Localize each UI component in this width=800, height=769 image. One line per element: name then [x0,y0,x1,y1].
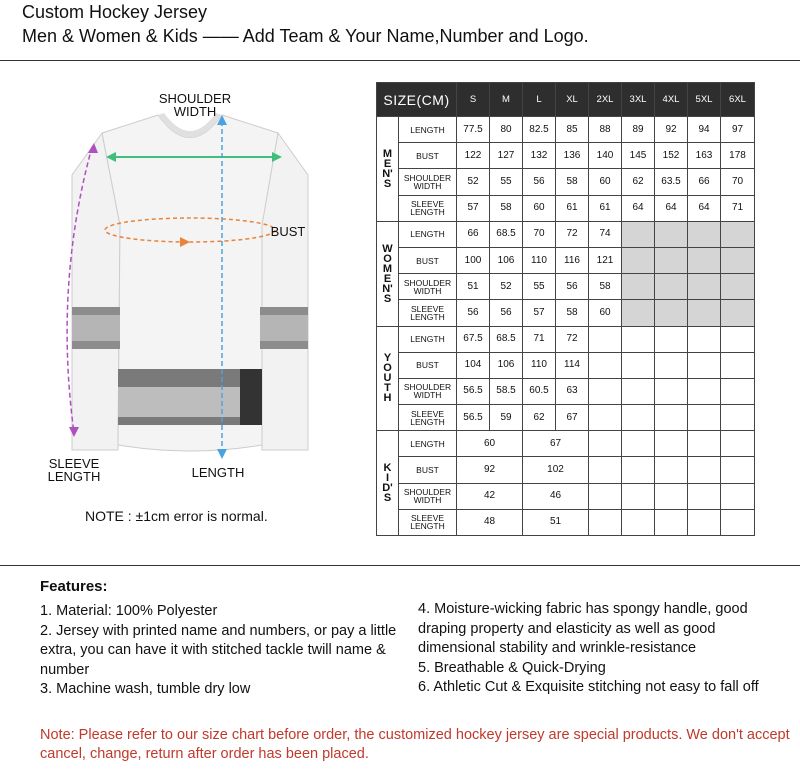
top-divider [0,60,800,61]
table-row [377,300,755,326]
measurement-label: BUST [399,247,457,273]
measurement-label: BUST [399,457,457,483]
jersey-diagram [40,85,360,545]
page-title: Custom Hockey Jersey [22,2,208,22]
empty-cell [655,431,688,457]
value-cell: 63 [556,378,589,404]
value-cell: 106 [490,352,523,378]
value-cell: 88 [589,117,622,143]
value-cell: 60 [457,431,523,457]
value-cell: 92 [655,117,688,143]
table-row [377,457,755,483]
empty-cell [721,352,755,378]
features-right-list [418,600,788,698]
empty-cell [655,326,688,352]
empty-cell [622,274,655,300]
empty-cell [589,509,622,535]
empty-cell [589,457,622,483]
value-cell: 70 [721,169,755,195]
group-label [377,117,399,222]
empty-cell [655,300,688,326]
size-col-header: 4XL [655,83,688,117]
value-cell: 116 [556,247,589,273]
table-row [377,352,755,378]
group-letter: E [383,157,392,170]
empty-cell [655,352,688,378]
value-cell: 72 [556,326,589,352]
measurement-label: BUST [399,143,457,169]
value-cell: 66 [457,221,490,247]
group-letter: S [383,177,392,190]
empty-cell [721,221,755,247]
value-cell: 42 [457,483,523,509]
value-cell: 48 [457,509,523,535]
value-cell: 64 [688,195,721,221]
measurement-label: SHOULDER WIDTH [399,378,457,404]
shoulder-width-label: SHOULDER WIDTH [158,91,232,119]
value-cell: 56 [523,169,556,195]
empty-cell [688,483,721,509]
group-letter: E [383,272,392,285]
value-cell: 60 [589,300,622,326]
bust-label: BUST [270,224,306,239]
value-cell: 92 [457,457,523,483]
value-cell: 56 [490,300,523,326]
value-cell: 51 [457,274,490,300]
measurement-label: LENGTH [399,431,457,457]
value-cell: 64 [622,195,655,221]
value-cell: 102 [523,457,589,483]
empty-cell [589,483,622,509]
empty-cell [721,378,755,404]
group-letter: S [383,292,392,305]
value-cell: 140 [589,143,622,169]
value-cell: 60 [589,169,622,195]
value-cell: 57 [523,300,556,326]
value-cell: 64 [655,195,688,221]
value-cell: 70 [523,221,556,247]
sleeve-length-label: SLEEVE LENGTH [47,456,101,484]
value-cell: 71 [523,326,556,352]
empty-cell [721,274,755,300]
feature-item: 4. Moisture-wicking fabric has spongy handle, good draping property and elasticity as well as good dimensional stability and wrinkle-resistance [418,601,748,656]
value-cell: 122 [457,143,490,169]
empty-cell [688,221,721,247]
value-cell: 67 [523,431,589,457]
feature-item: 1. Material: 100% Polyester [40,603,218,619]
value-cell: 94 [688,117,721,143]
value-cell: 51 [523,509,589,535]
value-cell: 110 [523,352,556,378]
value-cell: 56.5 [457,378,490,404]
group-letter: H [383,392,392,405]
group-label [377,431,399,536]
table-row [377,195,755,221]
value-cell: 80 [490,117,523,143]
empty-cell [655,378,688,404]
empty-cell [688,378,721,404]
empty-cell [688,326,721,352]
empty-cell [622,509,655,535]
value-cell: 62 [523,405,556,431]
empty-cell [688,274,721,300]
empty-cell [589,405,622,431]
value-cell: 61 [556,195,589,221]
value-cell: 63.5 [655,169,688,195]
value-cell: 121 [589,247,622,273]
value-cell: 57 [457,195,490,221]
empty-cell [589,326,622,352]
empty-cell [721,457,755,483]
value-cell: 152 [655,143,688,169]
table-row [377,405,755,431]
empty-cell [655,221,688,247]
empty-cell [721,300,755,326]
value-cell: 110 [523,247,556,273]
features-left-list [40,602,410,700]
value-cell: 85 [556,117,589,143]
size-col-header: XL [556,83,589,117]
measurement-label: SLEEVE LENGTH [399,300,457,326]
empty-cell [622,378,655,404]
value-cell: 58 [589,274,622,300]
table-row [377,143,755,169]
empty-cell [622,405,655,431]
group-letter: W [382,242,393,255]
value-cell: 127 [490,143,523,169]
empty-cell [655,457,688,483]
group-letter: M [382,262,393,275]
feature-item: 3. Machine wash, tumble dry low [40,681,251,697]
order-warning: Note: Please refer to our size chart before order, the customized hockey jersey are special products. We don't accept cancel, change, return after order has been placed. [40,727,790,762]
value-cell: 89 [622,117,655,143]
value-cell: 163 [688,143,721,169]
size-header-row [377,83,755,117]
measurement-label: LENGTH [399,326,457,352]
group-letter: D' [382,482,393,495]
feature-item: 2. Jersey with printed name and numbers, or pay a little extra, you can have it with stitched tackle twill name & number [40,622,397,678]
empty-cell [721,509,755,535]
empty-cell [655,509,688,535]
value-cell: 132 [523,143,556,169]
empty-cell [622,431,655,457]
size-col-header: 2XL [589,83,622,117]
measurement-note: NOTE : ±1cm error is normal. [85,508,268,524]
value-cell: 97 [721,117,755,143]
empty-cell [622,457,655,483]
value-cell: 58 [556,169,589,195]
table-row [377,247,755,273]
group-letter: M [382,147,393,160]
empty-cell [622,300,655,326]
empty-cell [721,483,755,509]
value-cell: 74 [589,221,622,247]
group-letter: N' [382,167,393,180]
measurement-label: SHOULDER WIDTH [399,274,457,300]
empty-cell [688,352,721,378]
measurement-label: LENGTH [399,117,457,143]
value-cell: 55 [490,169,523,195]
value-cell: 58.5 [490,378,523,404]
value-cell: 66 [688,169,721,195]
empty-cell [688,405,721,431]
value-cell: 114 [556,352,589,378]
table-row [377,274,755,300]
group-letter: S [383,492,392,505]
table-row [377,483,755,509]
empty-cell [622,326,655,352]
value-cell: 56 [457,300,490,326]
length-label: LENGTH [191,465,245,480]
group-label [377,326,399,431]
size-col-header: 3XL [622,83,655,117]
value-cell: 104 [457,352,490,378]
measurement-label: BUST [399,352,457,378]
empty-cell [688,509,721,535]
value-cell: 68.5 [490,221,523,247]
value-cell: 72 [556,221,589,247]
empty-cell [589,352,622,378]
group-letter: I [385,472,390,485]
value-cell: 58 [490,195,523,221]
measurement-label: SLEEVE LENGTH [399,405,457,431]
empty-cell [721,247,755,273]
value-cell: 60.5 [523,378,556,404]
feature-item: 5. Breathable & Quick-Drying [418,659,606,676]
size-col-header: S [457,83,490,117]
empty-cell [622,247,655,273]
value-cell: 106 [490,247,523,273]
empty-cell [688,247,721,273]
value-cell: 136 [556,143,589,169]
group-letter: Y [383,352,392,365]
group-letter: O [383,252,392,265]
table-row [377,509,755,535]
empty-cell [721,326,755,352]
value-cell: 77.5 [457,117,490,143]
empty-cell [688,431,721,457]
empty-cell [622,221,655,247]
measurement-label: SHOULDER WIDTH [399,483,457,509]
size-col-header: 6XL [721,83,755,117]
group-label [377,221,399,326]
size-header: SIZE(CM) [377,83,457,117]
table-row [377,221,755,247]
value-cell: 71 [721,195,755,221]
group-letter: N' [382,282,393,295]
page-subtitle: Men & Women & Kids —— Add Team & Your Name,Number and Logo. [22,26,589,46]
empty-cell [589,378,622,404]
measurement-label: SLEEVE LENGTH [399,509,457,535]
value-cell: 46 [523,483,589,509]
empty-cell [655,405,688,431]
size-col-header: L [523,83,556,117]
table-row [377,431,755,457]
empty-cell [721,431,755,457]
middle-divider [0,565,800,566]
value-cell: 67 [556,405,589,431]
table-row [377,378,755,404]
size-table-body [377,117,755,536]
value-cell: 61 [589,195,622,221]
features-title: Features: [40,578,108,595]
empty-cell [655,274,688,300]
value-cell: 178 [721,143,755,169]
value-cell: 56.5 [457,405,490,431]
size-chart-table [376,82,755,536]
value-cell: 52 [490,274,523,300]
group-letter: T [384,382,391,395]
size-col-header: M [490,83,523,117]
value-cell: 145 [622,143,655,169]
empty-cell [688,300,721,326]
measurement-label: SHOULDER WIDTH [399,169,457,195]
value-cell: 55 [523,274,556,300]
empty-cell [589,431,622,457]
group-letter: U [383,372,392,385]
value-cell: 60 [523,195,556,221]
value-cell: 58 [556,300,589,326]
measurement-label: LENGTH [399,221,457,247]
value-cell: 52 [457,169,490,195]
table-row [377,117,755,143]
value-cell: 100 [457,247,490,273]
group-letter: O [383,362,392,375]
table-row [377,326,755,352]
value-cell: 59 [490,405,523,431]
size-col-header: 5XL [688,83,721,117]
value-cell: 67.5 [457,326,490,352]
empty-cell [655,483,688,509]
empty-cell [622,483,655,509]
value-cell: 68.5 [490,326,523,352]
feature-item: 6. Athletic Cut & Exquisite stitching not easy to fall off [418,679,759,695]
value-cell: 82.5 [523,117,556,143]
empty-cell [655,247,688,273]
group-letter: K [383,462,392,475]
empty-cell [688,457,721,483]
value-cell: 62 [622,169,655,195]
value-cell: 56 [556,274,589,300]
empty-cell [721,405,755,431]
measurement-label: SLEEVE LENGTH [399,195,457,221]
table-row [377,169,755,195]
empty-cell [622,352,655,378]
